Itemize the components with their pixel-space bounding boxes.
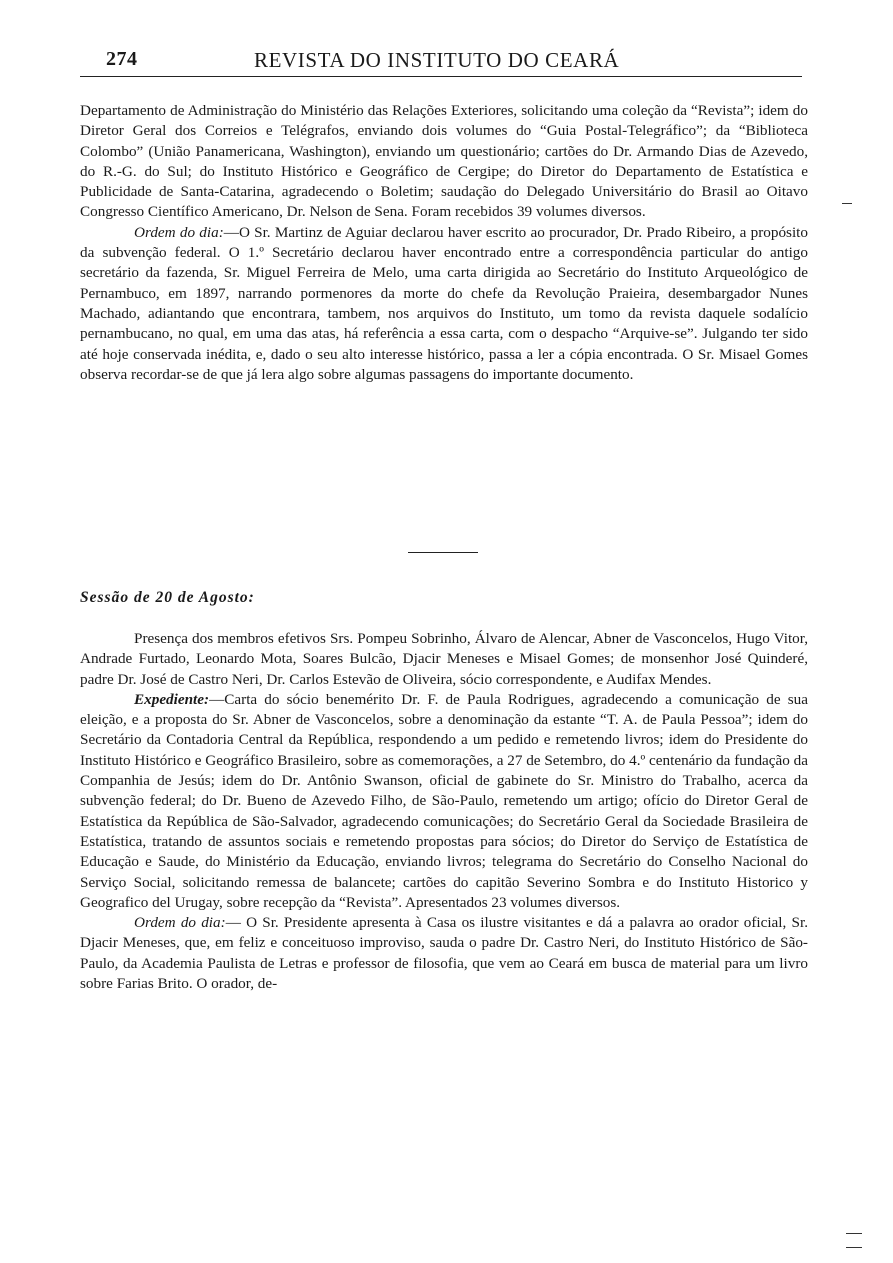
paragraph-expediente bbox=[80, 690, 808, 913]
margin-mark bbox=[842, 203, 852, 204]
margin-mark bbox=[846, 1233, 862, 1234]
expediente-text: —Carta do sócio benemérito Dr. F. de Paula Rodrigues, agradecendo a comunicação de sua eleição, e a proposta do Sr. Abner de Vasconcelos, sobre a denominação da estante “T. A. de Paula Pessoa”; idem do Secretário da Contadoria Central da República, respondendo a um pedido e remetendo livros; idem do Presidente do Instituto Histórico e Geográfico Brasileiro, sobre as comemorações, a 27 de Setembro, do 4.º centenário da fundação da Companhia de Jesús; idem do Dr. Antônio Swanson, oficial de gabinete do Sr. Ministro do Trabalho, acerca da subvenção federal; do Dr. Bueno de Azevedo Filho, de São-Paulo, remetendo um artigo; ofício do Diretor Geral de Estatística da República de São-Salvador, agradecendo comunicações; do Secretário Geral da Sociedade Brasileira de Estatística, tratando de assuntos sociais e remetendo propostas para sócios; do Diretor do Serviço de Estatística de Educação e Saude, do Ministério da Educação, enviando livros; telegrama do Secretário do Conselho Nacional do Serviço Social, solicitando remessa de balancete; cartões do capitão Severino Sombra e do Instituto Historico y Geografico del Urugay, sobre recepção da “Revista”. Apresentados 23 volumes diversos. bbox=[80, 690, 808, 911]
running-title: REVISTA DO INSTITUTO DO CEARÁ bbox=[254, 48, 620, 72]
text-block-continuation bbox=[80, 101, 808, 385]
section-divider bbox=[408, 552, 478, 553]
ordem-do-dia-label-2: Ordem do dia: bbox=[134, 914, 226, 932]
session-heading: Sessão de 20 de Agosto: bbox=[80, 589, 255, 606]
ordem-do-dia-label: Ordem do dia: bbox=[134, 223, 224, 241]
paragraph-ordem-do-dia bbox=[80, 223, 808, 385]
ordem-do-dia-text: —O Sr. Martinz de Aguiar declarou haver escrito ao procurador, Dr. Prado Ribeiro, a propósito da subvenção federal. O 1.º Secretário declarou haver encontrado entre a correspondência particular do antigo secretário da fazenda, Sr. Miguel Ferreira de Melo, uma carta dirigida ao Secretário do Instituto Arqueológico de Pernambuco, em 1897, narrando pormenores da morte do chefe da Revolução Praieira, desembargador Nunes Machado, adiantando que encontrara, tambem, nos arquivos do Instituto, um tomo da revista daquele sodalício pernambucano, no qual, em uma das atas, há referência a essa carta, com o despacho “Arquive-se”. Julgando ter sido até hoje conservada inédita, e, dado o seu alto interesse histórico, passa a ler a cópia encontrada. O Sr. Misael Gomes observa recordar-se de que já lera algo sobre algumas passagens do importante documento. bbox=[80, 223, 808, 383]
ordem-do-dia-text-2: — O Sr. Presidente apresenta à Casa os ilustre visitantes e dá a palavra ao orador oficial, Sr. Djacir Meneses, que, em feliz e conceituoso improviso, sauda o padre Dr. Castro Neri, do Instituto Histórico de São-Paulo, da Academia Paulista de Letras e professor de filosofia, que vem ao Ceará em busca de material para um livro sobre Farias Brito. O orador, de- bbox=[80, 914, 808, 993]
expediente-label: Expediente: bbox=[134, 690, 210, 708]
page-header bbox=[80, 46, 802, 77]
page-number: 274 bbox=[106, 48, 138, 70]
paragraph-correspondence: Departamento de Administração do Ministério das Relações Exteriores, solicitando uma coleção da “Revista”; idem do Diretor Geral dos Correios e Telégrafos, enviando dois volumes do “Guia Postal-Telegráfico”; da “Biblioteca Colombo” (União Panamericana, Washington), enviando um questionário; cartões do Dr. Armando Dias de Azevedo, do R.-G. do Sul; do Instituto Histórico e Geográfico de Cergipe; do Diretor do Departamento de Estatística e Publicidade de Santa-Catarina, agradecendo o Boletim; saudação do Delegado Universitário do Brasil ao Oitavo Congresso Científico Americano, Dr. Nelson de Sena. Foram recebidos 39 volumes diversos. bbox=[80, 102, 808, 221]
paragraph-presenca: Presença dos membros efetivos Srs. Pompeu Sobrinho, Álvaro de Alencar, Abner de Vasconcelos, Hugo Vitor, Andrade Furtado, Leonardo Mota, Soares Bulcão, Djacir Meneses e Misael Gomes; de monsenhor José Quinderé, padre Dr. José de Castro Neri, Dr. Carlos Estevão de Oliveira, sócio correspondente, e Audifax Mendes. bbox=[80, 630, 808, 688]
text-block-session bbox=[80, 629, 808, 994]
paragraph-ordem-do-dia-2 bbox=[80, 913, 808, 994]
margin-mark bbox=[846, 1247, 862, 1248]
